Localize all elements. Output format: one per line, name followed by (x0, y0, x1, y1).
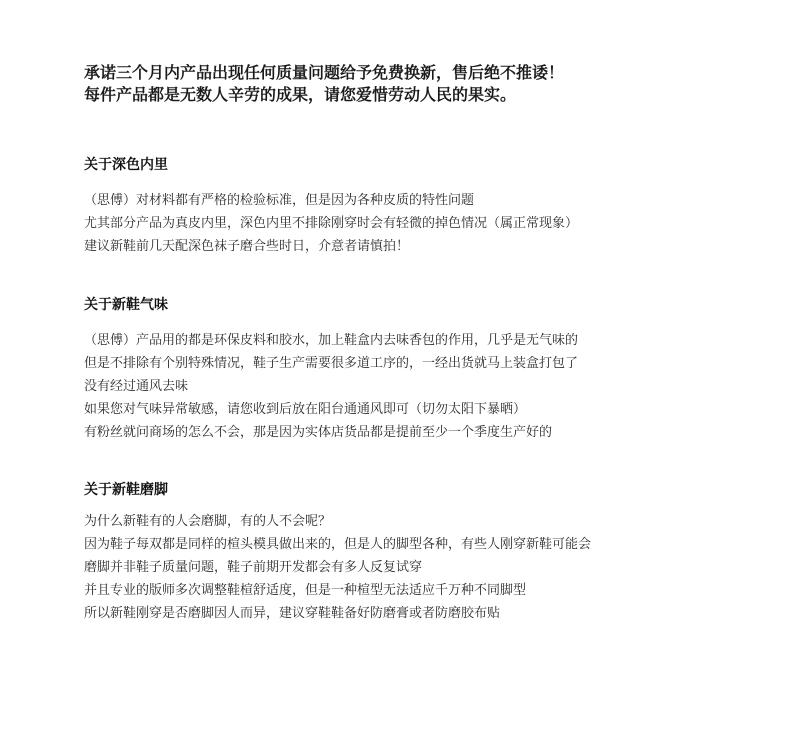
warranty-headline (84, 62, 764, 106)
cherish-products-line: 每件产品都是无数人辛劳的成果，请您爱惜劳动人民的果实。 (84, 85, 517, 104)
section-dark-lining (84, 155, 764, 258)
section-title: 关于深色内里 (84, 157, 168, 173)
warranty-promise-line: 承诺三个月内产品出现任何质量问题给予免费换新，售后绝不推诿！ (84, 63, 565, 82)
paragraph-line: 为什么新鞋有的人会磨脚，有的人不会呢？ (84, 514, 332, 529)
paragraph-line: 尤其部分产品为真皮内里，深色内里不排除刚穿时会有轻微的掉色情况（属正常现象） (84, 216, 579, 231)
paragraph-line: 所以新鞋刚穿是否磨脚因人而异，建议穿鞋鞋备好防磨膏或者防磨胶布贴 (84, 606, 501, 621)
paragraph-line: 有粉丝就问商场的怎么不会，那是因为实体店货品都是提前至少一个季度生产好的 (84, 425, 553, 440)
paragraph-line: 如果您对气味异常敏感，请您收到后放在阳台通通风即可（切勿太阳下暴晒） (84, 402, 527, 417)
paragraph-line: 建议新鞋前几天配深色袜子磨合些时日，介意者请慎拍！ (84, 239, 410, 254)
paragraph-line: 并且专业的版师多次调整鞋楦舒适度，但是一种楦型无法适应千万种不同脚型 (84, 583, 527, 598)
paragraph-line: （思傅）对材料都有严格的检验标准，但是因为各种皮质的特性问题 (84, 193, 475, 208)
paragraph-line: 因为鞋子每双都是同样的楦头模具做出来的，但是人的脚型各种，有些人刚穿新鞋可能会 (84, 537, 592, 552)
paragraph-line: 没有经过通风去味 (84, 379, 189, 394)
section-title: 关于新鞋磨脚 (84, 482, 168, 498)
paragraph-line: 磨脚并非鞋子质量问题，鞋子前期开发都会有多人反复试穿 (84, 560, 423, 575)
section-title: 关于新鞋气味 (84, 297, 168, 313)
section-new-shoe-rubbing (84, 480, 764, 625)
paragraph-line: 但是不排除有个别特殊情况，鞋子生产需要很多道工序的，一经出货就马上装盒打包了 (84, 356, 579, 371)
paragraph-line: （思傅）产品用的都是环保皮料和胶水，加上鞋盒内去味香包的作用，几乎是无气味的 (84, 333, 579, 348)
section-new-shoe-odor (84, 295, 764, 444)
